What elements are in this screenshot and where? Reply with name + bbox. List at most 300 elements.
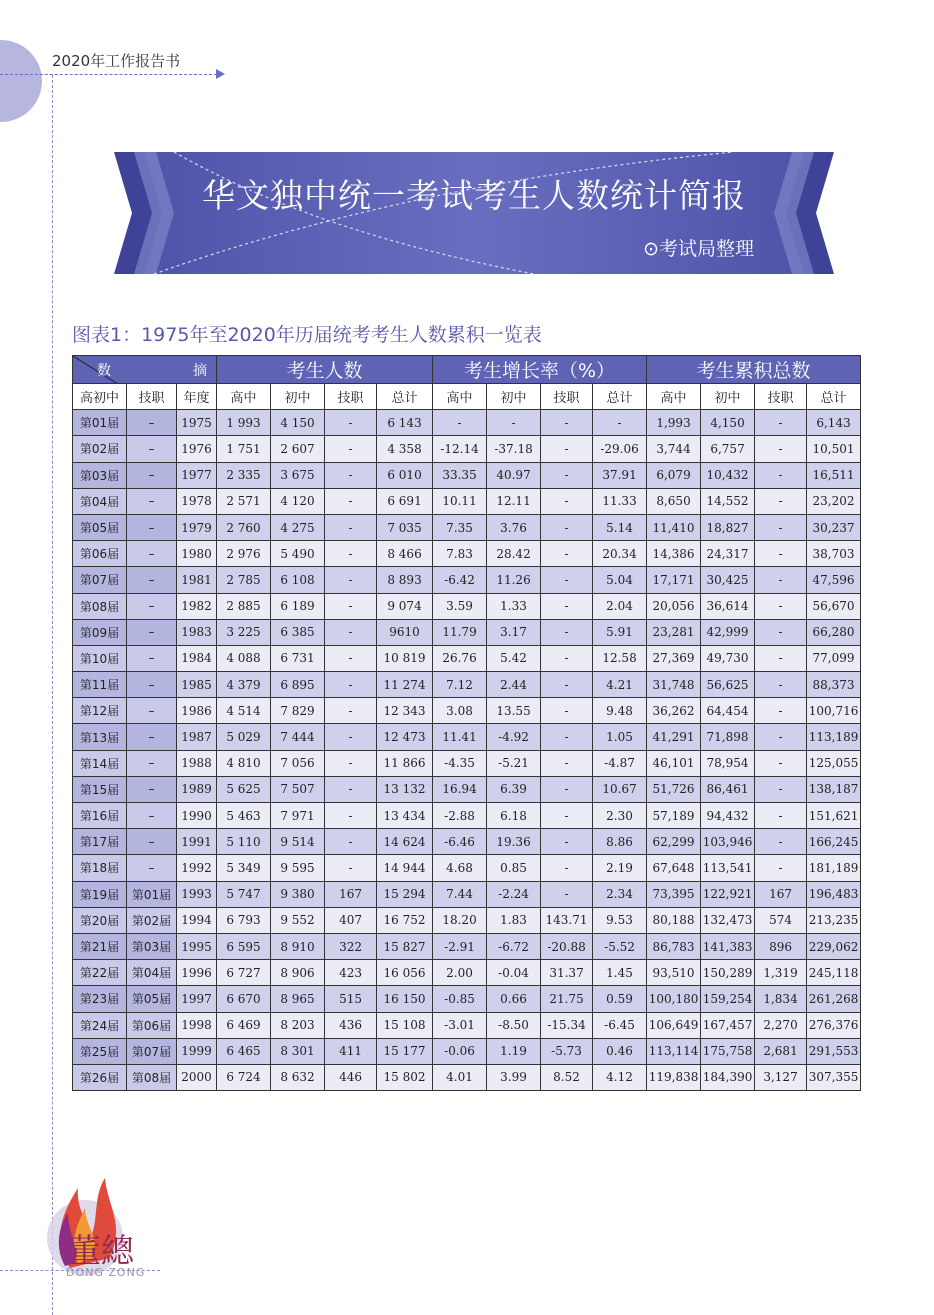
table-cell: 1976 — [177, 436, 217, 462]
table-cell: 15 108 — [377, 1012, 433, 1038]
table-cell: 8.52 — [541, 1064, 593, 1090]
table-cell: 36,614 — [701, 593, 755, 619]
table-cell: 36,262 — [647, 698, 701, 724]
table-cell: 3.17 — [487, 619, 541, 645]
table-cell: 159,254 — [701, 986, 755, 1012]
table-cell: 4.01 — [433, 1064, 487, 1090]
table-cell: 4.12 — [593, 1064, 647, 1090]
table-cell: 24,317 — [701, 541, 755, 567]
report-title: 2020年工作报告书 — [52, 52, 181, 70]
banner-title: 华文独中统一考试考生人数统计简报 — [202, 176, 746, 215]
table-cell: 2.34 — [593, 881, 647, 907]
table-cell: -5.21 — [487, 750, 541, 776]
table-cell: 9 074 — [377, 593, 433, 619]
table-cell: 第14届 — [73, 750, 127, 776]
table-cell: -3.01 — [433, 1012, 487, 1038]
table-cell: 7.12 — [433, 672, 487, 698]
table-cell: 20.34 — [593, 541, 647, 567]
table-cell: – — [127, 619, 177, 645]
table-cell: 1982 — [177, 593, 217, 619]
table-row — [73, 724, 861, 750]
table-cell: 1.83 — [487, 907, 541, 933]
table-cell: 6 010 — [377, 462, 433, 488]
table-cell: 14 624 — [377, 829, 433, 855]
table-cell: - — [755, 514, 807, 540]
table-cell: 14 944 — [377, 855, 433, 881]
table-cell: 3,127 — [755, 1064, 807, 1090]
table-cell: 10 819 — [377, 645, 433, 671]
table-cell: - — [541, 436, 593, 462]
table-cell: 138,187 — [807, 776, 861, 802]
table-cell: 1986 — [177, 698, 217, 724]
table-cell: 4 810 — [217, 750, 271, 776]
table-row — [73, 881, 861, 907]
table-cell: 9 380 — [271, 881, 325, 907]
arrow-icon — [216, 69, 225, 79]
table-cell: 38,703 — [807, 541, 861, 567]
table-cell: -0.85 — [433, 986, 487, 1012]
table-cell: 37.91 — [593, 462, 647, 488]
table-cell: - — [325, 829, 377, 855]
table-cell: 4 275 — [271, 514, 325, 540]
table-cell: 143.71 — [541, 907, 593, 933]
table-cell: - — [755, 567, 807, 593]
table-cell: – — [127, 488, 177, 514]
table-cell: 15 294 — [377, 881, 433, 907]
table-cell: 6 691 — [377, 488, 433, 514]
table-cell: 6,757 — [701, 436, 755, 462]
column-header: 总计 — [377, 384, 433, 410]
table-cell: 1999 — [177, 1038, 217, 1064]
table-cell: 1988 — [177, 750, 217, 776]
table-cell: - — [325, 803, 377, 829]
table-row — [73, 619, 861, 645]
table-cell: - — [325, 567, 377, 593]
table-cell: 2000 — [177, 1064, 217, 1090]
table-cell: 7 829 — [271, 698, 325, 724]
table-cell: 64,454 — [701, 698, 755, 724]
table-cell: 1993 — [177, 881, 217, 907]
table-cell: -8.50 — [487, 1012, 541, 1038]
table-cell: 8 910 — [271, 933, 325, 959]
table-cell: 11.33 — [593, 488, 647, 514]
table-row — [73, 1012, 861, 1038]
table-cell: - — [541, 619, 593, 645]
table-cell: 第19届 — [73, 881, 127, 907]
table-cell: – — [127, 462, 177, 488]
table-cell: 4 088 — [217, 645, 271, 671]
table-cell: 第15届 — [73, 776, 127, 802]
table-cell: 66,280 — [807, 619, 861, 645]
table-cell: 第17届 — [73, 829, 127, 855]
table-cell: 1997 — [177, 986, 217, 1012]
table-cell: 8 632 — [271, 1064, 325, 1090]
column-header: 年度 — [177, 384, 217, 410]
table-cell: 7.83 — [433, 541, 487, 567]
sub-header-row — [73, 384, 861, 410]
table-row — [73, 1064, 861, 1090]
table-cell: 276,376 — [807, 1012, 861, 1038]
table-cell: 77,099 — [807, 645, 861, 671]
table-cell: 第08届 — [127, 1064, 177, 1090]
table-cell: -12.14 — [433, 436, 487, 462]
table-cell: 446 — [325, 1064, 377, 1090]
table-cell: 42,999 — [701, 619, 755, 645]
table-cell: 11.41 — [433, 724, 487, 750]
table-cell: 1,319 — [755, 960, 807, 986]
table-cell: 2 885 — [217, 593, 271, 619]
table-cell: 13.55 — [487, 698, 541, 724]
table-cell: – — [127, 593, 177, 619]
margin-guide-line — [52, 75, 53, 1315]
table-cell: - — [755, 619, 807, 645]
table-cell: 119,838 — [647, 1064, 701, 1090]
table-cell: – — [127, 776, 177, 802]
table-cell: 5 349 — [217, 855, 271, 881]
table-cell: 19.36 — [487, 829, 541, 855]
table-cell: - — [325, 776, 377, 802]
table-cell: 5 110 — [217, 829, 271, 855]
logo-name: 董總 — [68, 1231, 134, 1270]
column-header: 初中 — [701, 384, 755, 410]
table-cell: -5.52 — [593, 933, 647, 959]
diag-label-summary: 摘 — [193, 363, 207, 379]
table-row — [73, 1038, 861, 1064]
table-cell: 196,483 — [807, 881, 861, 907]
diag-label-data: 数 — [97, 363, 111, 379]
table-cell: 第05届 — [127, 986, 177, 1012]
table-cell: 62,299 — [647, 829, 701, 855]
table-cell: -6.46 — [433, 829, 487, 855]
table-cell: 11 274 — [377, 672, 433, 698]
column-header: 技职 — [755, 384, 807, 410]
table-cell: 411 — [325, 1038, 377, 1064]
table-cell: 1981 — [177, 567, 217, 593]
table-row — [73, 514, 861, 540]
table-cell: – — [127, 567, 177, 593]
table-cell: 245,118 — [807, 960, 861, 986]
column-header: 高中 — [647, 384, 701, 410]
table-cell: 1995 — [177, 933, 217, 959]
table-cell: 9 514 — [271, 829, 325, 855]
table-cell: 515 — [325, 986, 377, 1012]
table-cell: 122,921 — [701, 881, 755, 907]
table-cell: 6,143 — [807, 410, 861, 436]
table-cell: 9 595 — [271, 855, 325, 881]
table-cell: -2.24 — [487, 881, 541, 907]
table-cell: 6 731 — [271, 645, 325, 671]
table-cell: -37.18 — [487, 436, 541, 462]
table-cell: 1984 — [177, 645, 217, 671]
table-cell: 106,649 — [647, 1012, 701, 1038]
table-cell: 10,501 — [807, 436, 861, 462]
table-cell: 第08届 — [73, 593, 127, 619]
table-cell: 1985 — [177, 672, 217, 698]
table-row — [73, 410, 861, 436]
table-cell: 80,188 — [647, 907, 701, 933]
table-cell: 2 607 — [271, 436, 325, 462]
table-cell: 26.76 — [433, 645, 487, 671]
table-cell: 11.79 — [433, 619, 487, 645]
table-cell: 6 465 — [217, 1038, 271, 1064]
table-cell: 第05届 — [73, 514, 127, 540]
table-cell: 4,150 — [701, 410, 755, 436]
table-cell: - — [325, 619, 377, 645]
table-cell: 40.97 — [487, 462, 541, 488]
table-cell: 16,511 — [807, 462, 861, 488]
table-cell: 322 — [325, 933, 377, 959]
table-cell: 30,425 — [701, 567, 755, 593]
table-cell: 2 976 — [217, 541, 271, 567]
table-cell: 1983 — [177, 619, 217, 645]
table-cell: -2.88 — [433, 803, 487, 829]
table-cell: 6.18 — [487, 803, 541, 829]
table-cell: 10.67 — [593, 776, 647, 802]
table-cell: 291,553 — [807, 1038, 861, 1064]
table-cell: 16 150 — [377, 986, 433, 1012]
table-cell: 5 747 — [217, 881, 271, 907]
table-cell: -6.72 — [487, 933, 541, 959]
table-cell: 1,993 — [647, 410, 701, 436]
table-cell: – — [127, 541, 177, 567]
table-cell: 7 971 — [271, 803, 325, 829]
table-cell: 1 751 — [217, 436, 271, 462]
table-cell: 0.85 — [487, 855, 541, 881]
table-cell: – — [127, 855, 177, 881]
table-cell: 100,716 — [807, 698, 861, 724]
title-banner — [114, 152, 834, 274]
table-cell: 2 760 — [217, 514, 271, 540]
table-cell: 7 056 — [271, 750, 325, 776]
table-cell: - — [541, 645, 593, 671]
table-cell: 2.19 — [593, 855, 647, 881]
table-cell: 67,648 — [647, 855, 701, 881]
table-cell: 4.21 — [593, 672, 647, 698]
table-cell: 0.66 — [487, 986, 541, 1012]
table-cell: 8 893 — [377, 567, 433, 593]
table-cell: 4 150 — [271, 410, 325, 436]
table-cell: 93,510 — [647, 960, 701, 986]
table-row — [73, 776, 861, 802]
table-cell: - — [325, 593, 377, 619]
table-cell: – — [127, 514, 177, 540]
table-cell: 181,189 — [807, 855, 861, 881]
table-cell: - — [541, 514, 593, 540]
table-cell: 11.26 — [487, 567, 541, 593]
table-cell: - — [755, 724, 807, 750]
table-cell: 13 434 — [377, 803, 433, 829]
table-cell: -4.35 — [433, 750, 487, 776]
table-cell: 1991 — [177, 829, 217, 855]
table-cell: -6.45 — [593, 1012, 647, 1038]
table-cell: 31,748 — [647, 672, 701, 698]
table-cell: - — [433, 410, 487, 436]
table-cell: 1 993 — [217, 410, 271, 436]
table-cell: 15 177 — [377, 1038, 433, 1064]
table-cell: 14,386 — [647, 541, 701, 567]
table-cell: - — [755, 855, 807, 881]
table-row — [73, 436, 861, 462]
table-cell: 8.86 — [593, 829, 647, 855]
table-cell: 5 490 — [271, 541, 325, 567]
table-cell: 125,055 — [807, 750, 861, 776]
table-cell: 8 301 — [271, 1038, 325, 1064]
table-cell: 423 — [325, 960, 377, 986]
table-cell: 2.44 — [487, 672, 541, 698]
table-cell: 第03届 — [127, 933, 177, 959]
table-cell: - — [755, 541, 807, 567]
table-cell: 5.14 — [593, 514, 647, 540]
table-cell: 4 379 — [217, 672, 271, 698]
table-cell: -5.73 — [541, 1038, 593, 1064]
table-cell: 94,432 — [701, 803, 755, 829]
table-cell: -4.92 — [487, 724, 541, 750]
table-cell: 1.05 — [593, 724, 647, 750]
table-cell: - — [325, 698, 377, 724]
table-cell: 第04届 — [127, 960, 177, 986]
table-cell: 9610 — [377, 619, 433, 645]
table-cell: - — [541, 462, 593, 488]
table-cell: 5 463 — [217, 803, 271, 829]
column-header: 初中 — [271, 384, 325, 410]
table-cell: 28.42 — [487, 541, 541, 567]
table-cell: 3.99 — [487, 1064, 541, 1090]
table-row — [73, 672, 861, 698]
table-cell: 6 108 — [271, 567, 325, 593]
table-cell: – — [127, 750, 177, 776]
table-cell: 10.11 — [433, 488, 487, 514]
table-cell: 第12届 — [73, 698, 127, 724]
table-cell: 151,621 — [807, 803, 861, 829]
table-cell: 167 — [325, 881, 377, 907]
table-cell: 113,114 — [647, 1038, 701, 1064]
table-cell: 7.44 — [433, 881, 487, 907]
table-cell: 2 785 — [217, 567, 271, 593]
table-cell: 1980 — [177, 541, 217, 567]
corner-decoration — [0, 40, 42, 122]
table-cell: 2 571 — [217, 488, 271, 514]
table-cell: - — [541, 776, 593, 802]
table-row — [73, 567, 861, 593]
table-cell: 16 056 — [377, 960, 433, 986]
table-cell: - — [755, 698, 807, 724]
table-cell: 3 675 — [271, 462, 325, 488]
table-cell: 第26届 — [73, 1064, 127, 1090]
table-cell: 56,625 — [701, 672, 755, 698]
table-cell: 1977 — [177, 462, 217, 488]
table-cell: - — [325, 750, 377, 776]
table-cell: 103,946 — [701, 829, 755, 855]
table-cell: -6.42 — [433, 567, 487, 593]
table-row — [73, 462, 861, 488]
table-cell: 15 802 — [377, 1064, 433, 1090]
table-cell: 6 143 — [377, 410, 433, 436]
table-cell: 4 120 — [271, 488, 325, 514]
table-cell: 113,189 — [807, 724, 861, 750]
table-body — [73, 410, 861, 1091]
table-cell: 6 385 — [271, 619, 325, 645]
table-cell: 第25届 — [73, 1038, 127, 1064]
table-cell: - — [755, 593, 807, 619]
table-cell: -0.04 — [487, 960, 541, 986]
table-cell: 1987 — [177, 724, 217, 750]
table-cell: - — [541, 829, 593, 855]
table-cell: 1975 — [177, 410, 217, 436]
table-cell: 6 793 — [217, 907, 271, 933]
table-cell: 2.00 — [433, 960, 487, 986]
table-cell: 113,541 — [701, 855, 755, 881]
table-cell: 30,237 — [807, 514, 861, 540]
table-cell: 78,954 — [701, 750, 755, 776]
table-cell: 12.11 — [487, 488, 541, 514]
table-cell: - — [541, 488, 593, 514]
table-cell: 4 358 — [377, 436, 433, 462]
table-cell: 141,383 — [701, 933, 755, 959]
table-cell: 6 595 — [217, 933, 271, 959]
table-row — [73, 986, 861, 1012]
header-divider — [0, 74, 222, 75]
table-cell: 167,457 — [701, 1012, 755, 1038]
table-cell: 41,291 — [647, 724, 701, 750]
table-cell: - — [541, 593, 593, 619]
table-cell: 896 — [755, 933, 807, 959]
table-cell: - — [755, 803, 807, 829]
table-cell: 1978 — [177, 488, 217, 514]
table-cell: 1989 — [177, 776, 217, 802]
table-cell: 5 029 — [217, 724, 271, 750]
table-cell: 86,783 — [647, 933, 701, 959]
table-cell: - — [541, 567, 593, 593]
table-row — [73, 933, 861, 959]
table-cell: 1.33 — [487, 593, 541, 619]
table-cell: 8 906 — [271, 960, 325, 986]
table-cell: 11 866 — [377, 750, 433, 776]
table-cell: - — [541, 803, 593, 829]
table-cell: 10,432 — [701, 462, 755, 488]
banner-subtitle: ⊙考试局整理 — [643, 238, 754, 260]
table-cell: 12.58 — [593, 645, 647, 671]
table-cell: 2.04 — [593, 593, 647, 619]
column-header: 技职 — [541, 384, 593, 410]
table-cell: 46,101 — [647, 750, 701, 776]
table-cell: 第07届 — [127, 1038, 177, 1064]
table-cell: – — [127, 724, 177, 750]
table-cell: 2 335 — [217, 462, 271, 488]
table-cell: 6 670 — [217, 986, 271, 1012]
table-row — [73, 593, 861, 619]
table-cell: – — [127, 698, 177, 724]
table-cell: 18,827 — [701, 514, 755, 540]
table-cell: 第01届 — [73, 410, 127, 436]
table-cell: – — [127, 410, 177, 436]
table-cell: - — [325, 645, 377, 671]
table-cell: 175,758 — [701, 1038, 755, 1064]
table-cell: 71,898 — [701, 724, 755, 750]
table-cell: 第07届 — [73, 567, 127, 593]
table-cell: -0.06 — [433, 1038, 487, 1064]
table-cell: 2,681 — [755, 1038, 807, 1064]
group-header-growth: 考生增长率（%） — [433, 356, 647, 384]
table-cell: 8 466 — [377, 541, 433, 567]
table-cell: - — [325, 488, 377, 514]
column-header: 高中 — [217, 384, 271, 410]
table-cell: -15.34 — [541, 1012, 593, 1038]
table-cell: 第24届 — [73, 1012, 127, 1038]
table-cell: - — [755, 750, 807, 776]
column-header: 高初中 — [73, 384, 127, 410]
table-cell: 5.04 — [593, 567, 647, 593]
table-cell: 73,395 — [647, 881, 701, 907]
